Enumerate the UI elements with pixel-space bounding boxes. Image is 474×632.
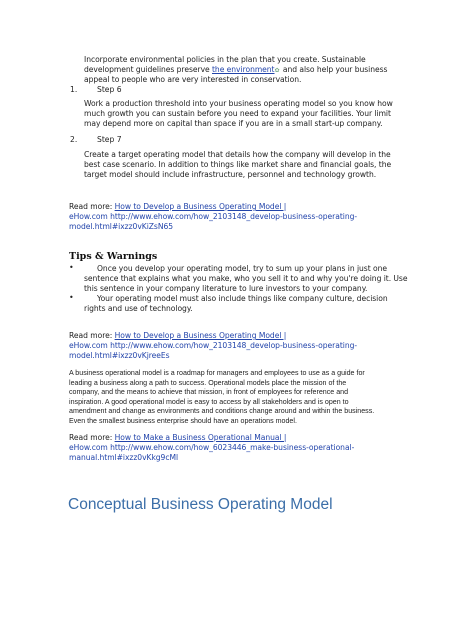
tips-bullet-1-line: Once you develop your operating model, try to sum up your plans in just one <box>97 264 387 273</box>
step-6-number: 1. <box>70 85 78 94</box>
read-more-3-link[interactable]: How to Make a Business Operational Manual | <box>114 433 287 442</box>
step-6-line: much growth you can sustain before you need to expand your facilities. Your limit <box>84 109 391 119</box>
intro-line-2: development guidelines preserve the environment✿ and also help your business <box>84 65 388 75</box>
step-6-paragraph <box>84 99 454 130</box>
step-6-label: Step 6 <box>97 85 122 94</box>
bullet-1-marker: • <box>69 263 74 272</box>
step-6-line: may depend more on capital than space if you are in a small start-up company. <box>84 119 383 129</box>
leaf-icon: ✿ <box>274 67 280 75</box>
read-more-2-url[interactable]: eHow.com http://www.ehow.com/how_2103148_develop-business-operating- <box>69 341 358 351</box>
read-more-1-url[interactable]: eHow.com http://www.ehow.com/how_2103148_develop-business-operating- <box>69 212 358 222</box>
read-more-2-link[interactable]: How to Develop a Business Operating Model | <box>114 331 287 340</box>
tips-bullet-2-line: Your operating model must also include things like company culture, decision <box>97 294 388 303</box>
operational-model-paragraph <box>69 369 464 427</box>
read-more-1-url-end[interactable]: model.html#ixzz0vKiZsN65 <box>69 222 174 232</box>
tips-bullet-2-line: rights and use of technology. <box>84 304 193 314</box>
tips-heading: Tips & Warnings <box>69 251 158 262</box>
read-more-1-link[interactable]: How to Develop a Business Operating Model | <box>114 202 287 211</box>
step-7-line: Create a target operating model that details how the company will develop in the <box>84 150 391 159</box>
ops-line: leading a business along a path to success. Operational models place the mission of the <box>69 378 347 387</box>
step-7-line: target model should include infrastructure, personnel and technology growth. <box>84 170 377 180</box>
intro-line-3: appeal to people who are very interested in conservation. <box>84 75 302 85</box>
tips-bullet-1 <box>84 264 464 295</box>
step-7-paragraph <box>84 150 454 181</box>
step-7-line: best case scenario. In addition to things like market share and financial goals, the <box>84 160 392 170</box>
read-more-3-url[interactable]: eHow.com http://www.ehow.com/how_6023446_make-business-operational- <box>69 443 355 453</box>
step-7-number: 2. <box>70 135 78 144</box>
read-more-3 <box>69 433 449 464</box>
tips-bullet-1-line: sentence that explains what you make, who you sell it to and why you're doing it. Use <box>84 274 408 284</box>
intro-line-1: Incorporate environmental policies in the plan that you create. Sustainable <box>84 55 366 64</box>
environment-link[interactable]: the environment <box>212 65 275 75</box>
step-7-label: Step 7 <box>97 135 122 144</box>
ops-line: amendment and change as environments and conditions change around and within the business. <box>69 407 375 416</box>
read-more-prefix: Read more: <box>69 433 115 442</box>
read-more-prefix: Read more: <box>69 331 115 340</box>
read-more-prefix: Read more: <box>69 202 115 211</box>
ops-line: Even the smallest business enterprise should have an operations model. <box>69 416 297 425</box>
tips-bullet-1-line: this sentence in your company literature to lure investors to your company. <box>84 284 368 294</box>
ops-line: company, and the means to achieve that mission, in front of employees for reference and <box>69 388 349 397</box>
read-more-2 <box>69 331 449 362</box>
tips-bullet-2 <box>84 294 464 314</box>
read-more-1 <box>69 202 449 233</box>
ops-line: A business operational model is a roadmap for managers and employees to use as a guide for <box>69 369 365 377</box>
read-more-2-url-end[interactable]: model.html#ixzz0vKjreeEs <box>69 351 170 361</box>
step-6-line: Work a production threshold into your business operating model so you know how <box>84 99 393 108</box>
read-more-3-url-end[interactable]: manual.html#ixzz0vKkg9cMl <box>69 453 179 463</box>
intro-paragraph <box>84 55 444 86</box>
bullet-2-marker: • <box>69 293 74 302</box>
section-title: Conceptual Business Operating Model <box>68 496 333 513</box>
ops-line: inspiration. A good operational model is easy to access by all stakeholders and is open to <box>69 397 349 406</box>
